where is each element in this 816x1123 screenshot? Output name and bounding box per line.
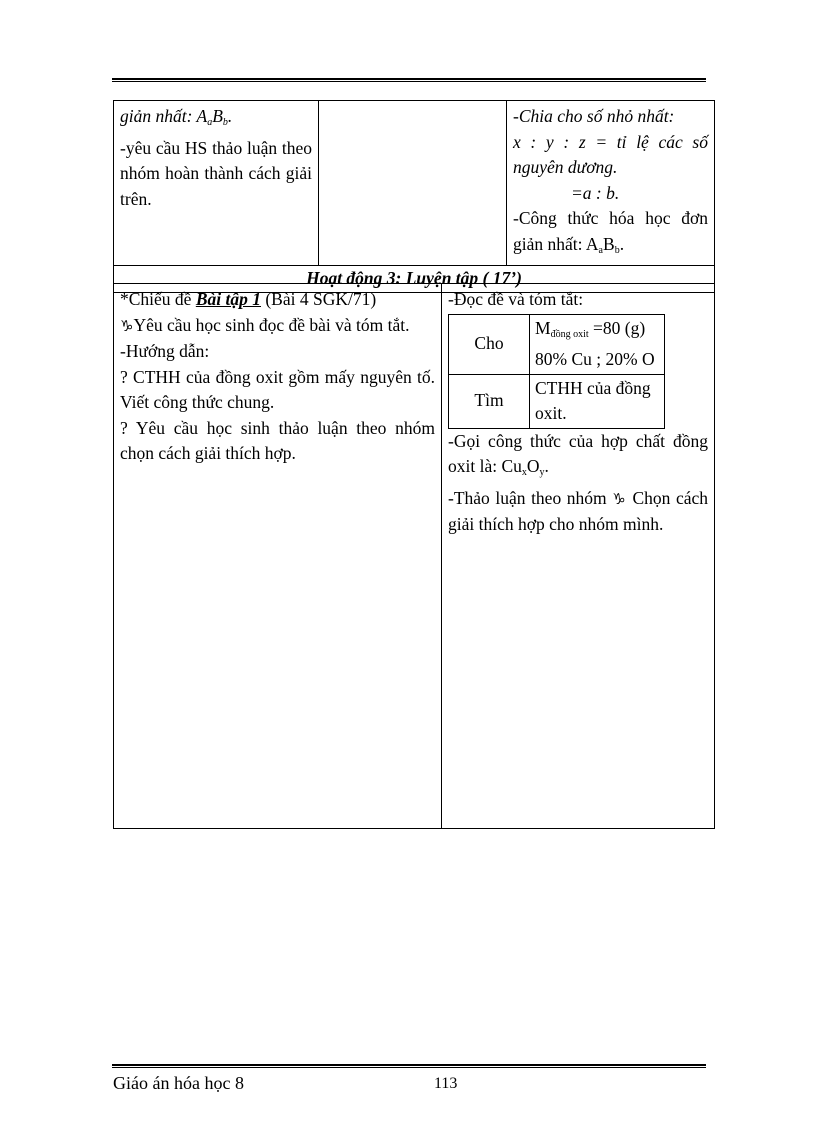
given-label: Cho <box>449 314 530 374</box>
student-activity-cell <box>507 101 715 266</box>
table-row <box>449 314 665 374</box>
simplest-formula-text: -Công thức hóa học đơn giản nhất: $A_aB_b$. <box>513 208 708 256</box>
header-double-rule <box>112 78 706 82</box>
exercise-table <box>113 283 715 829</box>
section-header: Hoạt động 3: Luyện tập ( 17’) <box>114 266 715 293</box>
student-activity-cell <box>442 284 715 829</box>
read-instruction: ♑Yêu cầu học sinh đọc đề bài và tóm tắt. <box>120 314 410 335</box>
arrow-sign-icon: ♑ <box>612 489 627 508</box>
table-row <box>449 374 665 428</box>
question-text: ? CTHH của đồng oxit gồm mấy nguyên tố. Viết công thức chung. <box>120 366 435 412</box>
ratio-text: x : y : z = tỉ lệ các số nguyên dương. <box>513 131 708 177</box>
read-summary-text: -Đọc đề và tóm tắt: <box>448 289 584 309</box>
find-label: Tìm <box>449 374 530 428</box>
lesson-plan-table <box>113 100 715 293</box>
footer-double-rule <box>112 1064 706 1068</box>
teacher-instruction-text: -yêu cầu HS thảo luận theo nhóm hoàn thành cách giải trên. <box>120 137 312 209</box>
step-divide-text: -Chia cho số nhỏ nhất: <box>513 106 675 126</box>
exercise-title: Bài tập 1 <box>195 289 261 309</box>
table-row <box>114 101 715 266</box>
given-value: $M_{đồng oxit} =80$ (g) 80% Cu ; 20% O <box>530 314 665 374</box>
find-value: CTHH của đồng oxit. <box>530 374 665 428</box>
question-text: ? Yêu cầu học sinh thảo luận theo nhóm chọn cách giải thích hợp. <box>120 417 435 463</box>
guidance-label: -Hướng dẫn: <box>120 341 210 361</box>
page-number: 113 <box>434 1075 458 1092</box>
given-find-table <box>448 314 665 429</box>
ratio-result-text: =a : b. <box>571 182 620 203</box>
discussion-text: -Thảo luận theo nhóm ♑ Chọn cách giải thích hợp cho nhóm mình. <box>448 487 709 534</box>
table-row <box>114 284 715 829</box>
formula-line: giản nhất: $A_aB_b$. <box>120 106 233 128</box>
formula-call-text: -Gọi công thức của hợp chất đồng oxit là: $Cu_xO_y$. <box>448 430 708 478</box>
exercise-intro: *Chiếu đề Bài tập 1 (Bài 4 SGK/71) <box>120 289 377 309</box>
teacher-activity-cell <box>114 284 442 829</box>
footer-title: Giáo án hóa học 8 <box>113 1073 244 1093</box>
empty-cell <box>319 101 507 266</box>
arrow-sign-icon: ♑ <box>120 316 134 335</box>
teacher-activity-cell <box>114 101 319 266</box>
